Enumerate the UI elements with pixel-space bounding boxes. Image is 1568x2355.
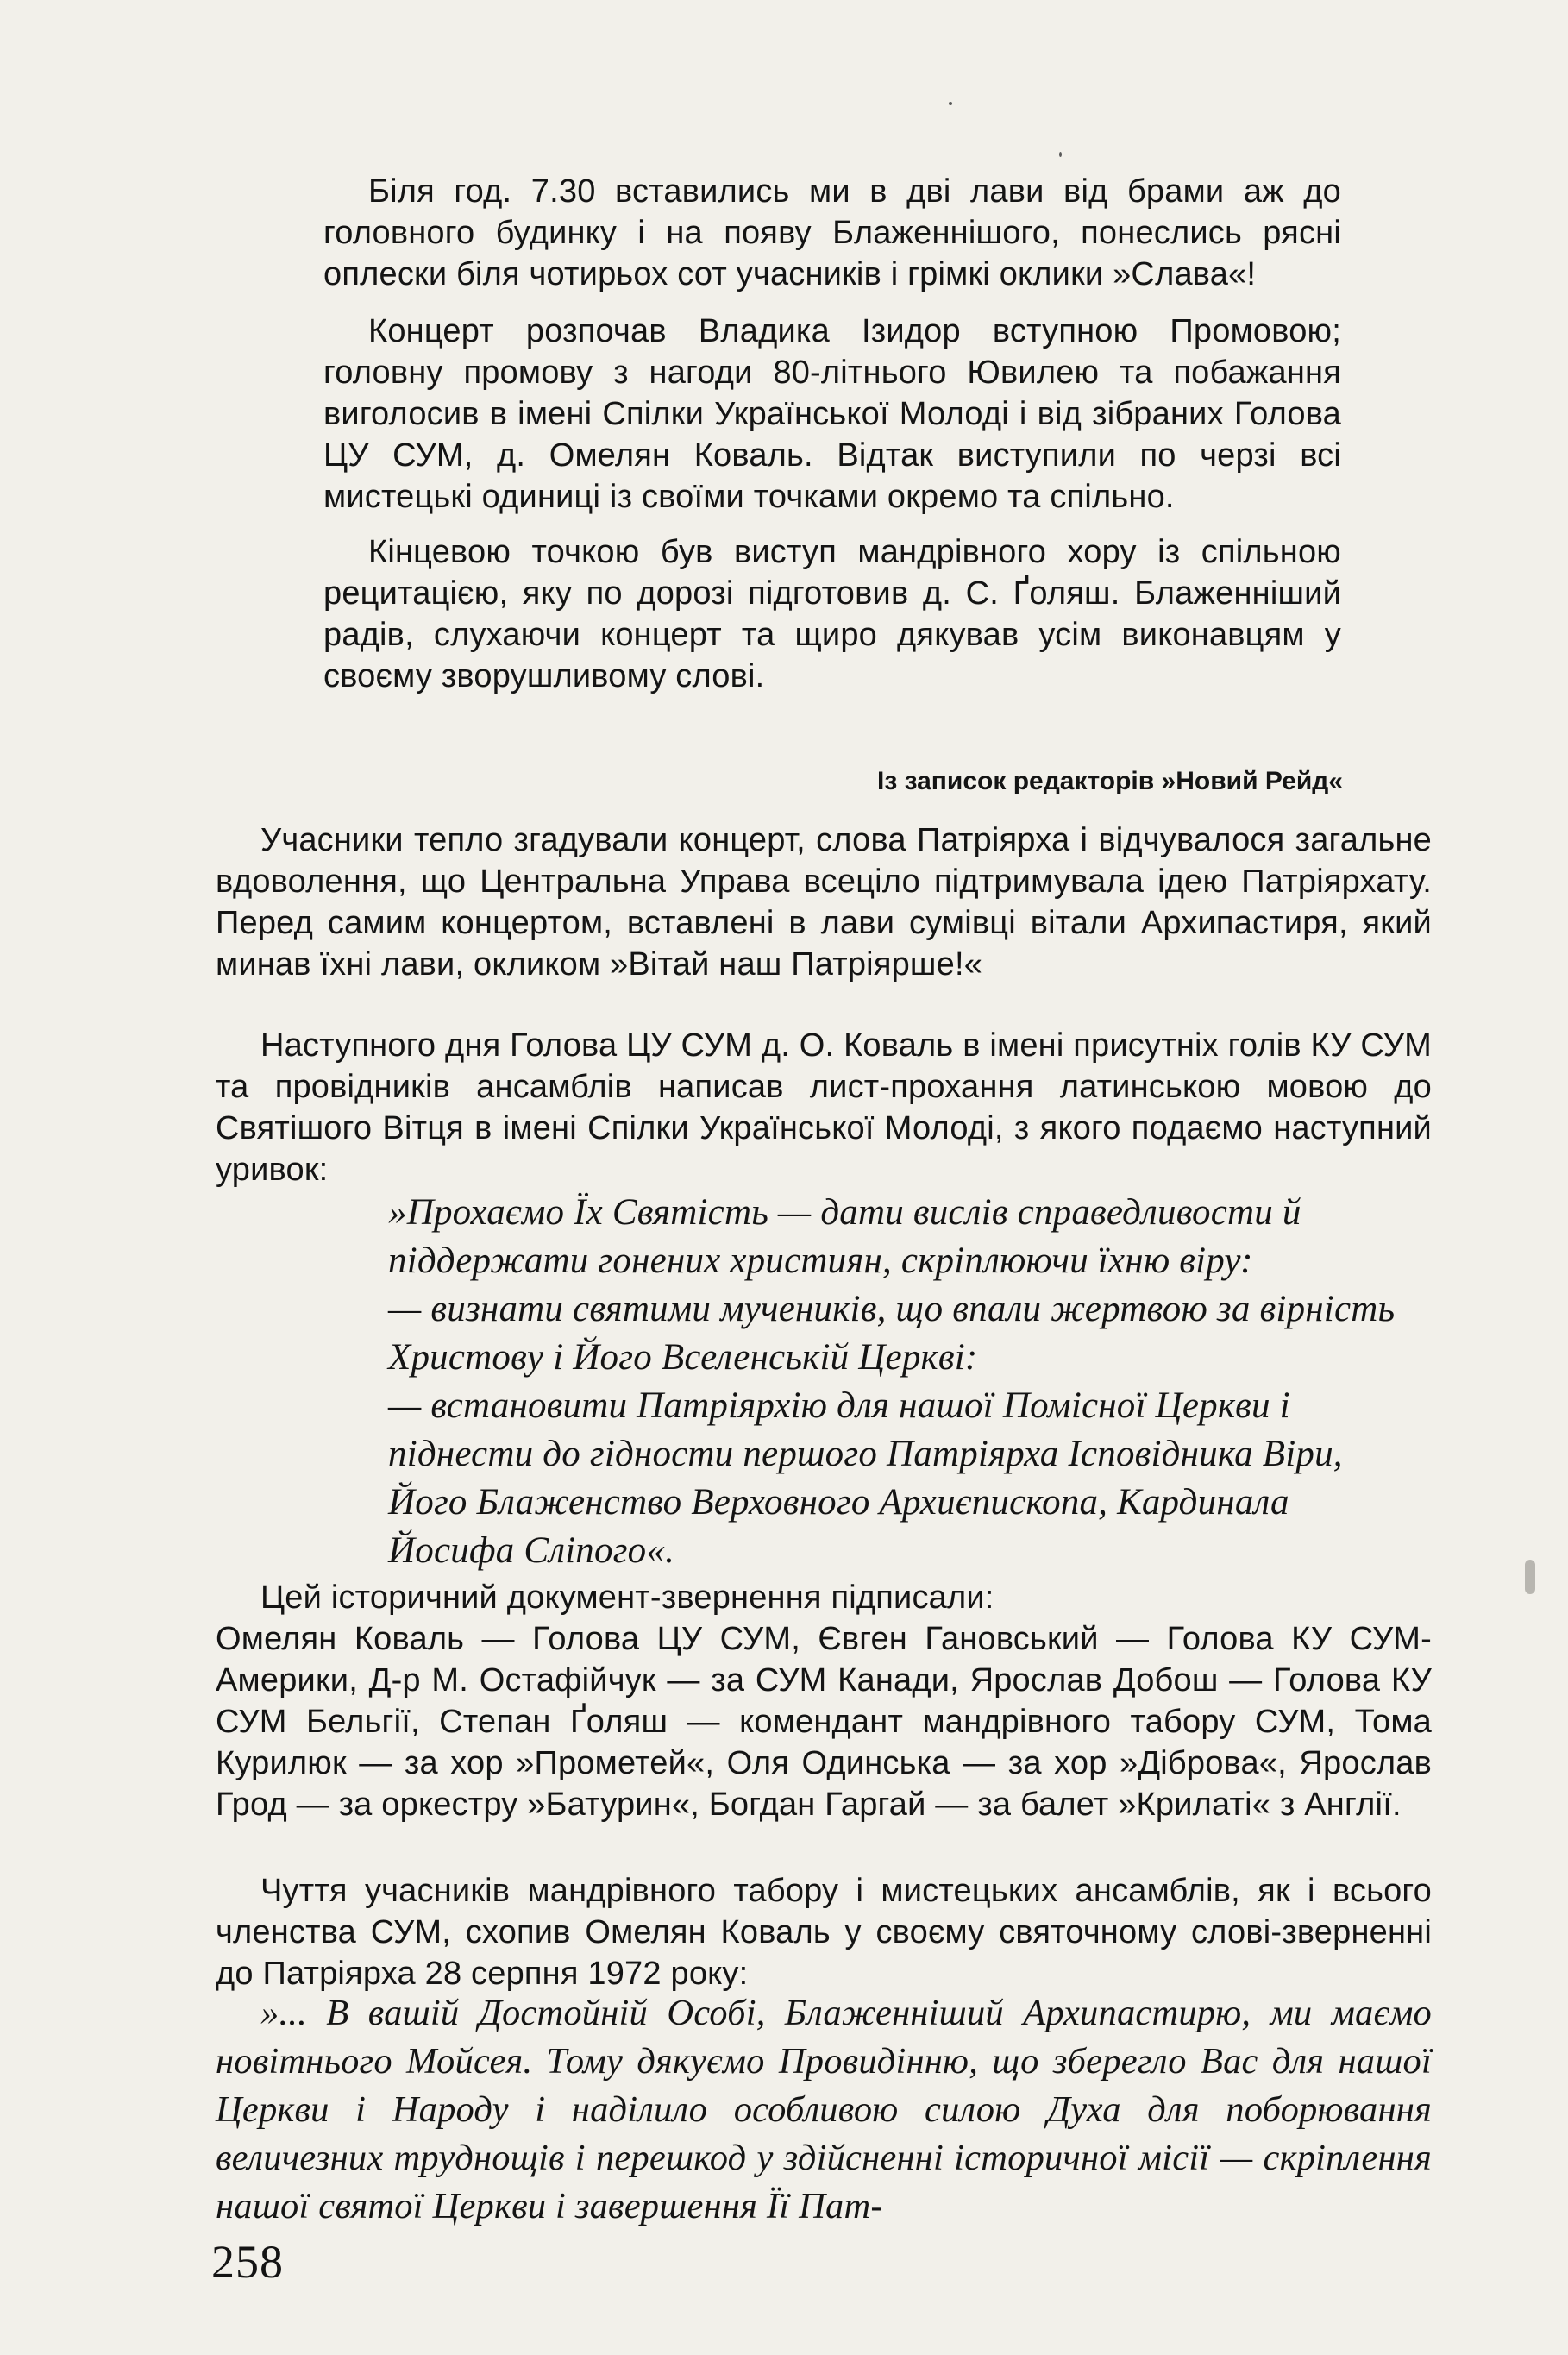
print-speck	[949, 102, 952, 105]
page-number: 258	[211, 2236, 284, 2288]
letter-quote-line: — встановити Патріярхію для нашої Помісної Церкви і піднести до гідности першого Патріярха Ісповідника Віри, Його Блаженство Верховного Архиєпископа, Кардинала Йосифа Сліпого«.	[388, 1385, 1343, 1571]
quote-attribution: Із записок редакторів »Новий Рейд«	[877, 767, 1343, 795]
signers-list: Омелян Коваль — Голова ЦУ СУМ, Євген Гановський — Голова КУ СУМ-Америки, Д-р М. Остафійчук — за СУМ Канади, Ярослав Добош — Голова КУ СУМ Бельгії, Степан Ґоляш — комендант мандрівного табору СУМ, Тома Курилюк — за хор »Прометей«, Оля Одинська — за хор »Діброва«, Ярослав Грод — за оркестру »Батурин«, Богдан Гаргай — за балет »Крилаті« з Англії.	[216, 1621, 1432, 1823]
quoted-paragraph: Кінцевою точкою був виступ мандрівного хору із спільною рецитацією, яку по дорозі підготовив д. С. Ґоляш. Блаженніший радів, слухаючи концерт та щиро дякував усім виконавцям у своєму зворушливому слові.	[323, 534, 1341, 694]
body-paragraph: Наступного дня Голова ЦУ СУМ д. О. Коваль в імені присутніх голів КУ СУМ та провідників ансамблів написав лист-прохання латинською мовою до Святішого Вітця в імені Спілки Української Молоді, з якого подаємо наступний уривок:	[216, 1027, 1432, 1188]
letter-quote-line: »Прохаємо Їх Святість — дати вислів справедливости й піддержати гонених християн, скріплюючи їхню віру:	[388, 1192, 1301, 1281]
quoted-paragraph: Біля год. 7.30 вставились ми в дві лави від брами аж до головного будинку і на появу Блаженнішого, понеслись рясні оплески біля чотирьох сот учасників і грімкі оклики »Слава«!	[323, 173, 1341, 292]
quoted-paragraph: Концерт розпочав Владика Ізидор вступною Промовою; головну промову з нагоди 80-літнього Ювилею та побажання виголосив в імені Спілки Української Молоді і від зібраних Голова ЦУ СУМ, д. Омелян Коваль. Відтак виступили по черзі всі мистецькі одиниці із своїми точками окремо та спільно.	[323, 313, 1341, 515]
body-paragraph: Чуття учасників мандрівного табору і мистецьких ансамблів, як і всього членства СУМ, схопив Омелян Коваль у своєму святочному слові-зверненні до Патріярха 28 серпня 1972 року:	[216, 1873, 1432, 1992]
signers-intro: Цей історичний документ-звернення підписали:	[260, 1579, 994, 1616]
letter-quote-line: — визнати святими мучеників, що впали жертвою за вірність Христову і Його Вселенській Церкві:	[388, 1289, 1396, 1378]
signers-block	[216, 1577, 1432, 1825]
quoted-report-section	[323, 171, 1341, 699]
print-speck	[1059, 152, 1062, 157]
print-speck	[1525, 1560, 1535, 1594]
letter-quotation	[388, 1189, 1419, 1575]
body-paragraph: Учасники тепло згадували концерт, слова Патріярха і відчувалося загальне вдоволення, що Центральна Управа всеціло підтримувала ідею Патріярхату. Перед самим концертом, вставлені в лави сумівці вітали Архипастиря, який минав їхні лави, окликом »Вітай наш Патріярше!«	[216, 822, 1432, 983]
address-quotation: »... В вашій Достойній Особі, Блаженніший Архипастирю, ми маємо новітнього Мойсея. Тому дякуємо Провидінню, що зберегло Вас для нашої Церкви і Народу і наділило особливою силою Духа для поборювання величезних труднощів і перешкод у здійсненні історичної місії — скріплення нашої святої Церкви і завершення Її Пат-	[216, 1993, 1432, 2226]
